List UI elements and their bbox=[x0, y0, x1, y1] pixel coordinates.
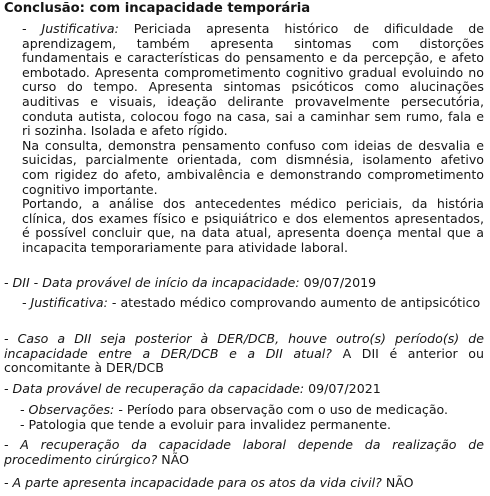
dii-justification-text: - atestado médico comprovando aumento de antipsicótico bbox=[111, 295, 481, 310]
observations bbox=[20, 403, 484, 418]
dii-posterior-answer: A DII é anterior ou concomitante à DER/DCB bbox=[4, 345, 484, 376]
dii-posterior-block bbox=[4, 332, 484, 376]
observations-block bbox=[20, 403, 484, 432]
dii-justification-label: - Justificativa: bbox=[22, 295, 108, 310]
civil-line bbox=[4, 476, 414, 491]
dii-justification-block bbox=[22, 296, 484, 311]
pathology-tendency: - Patologia que tende a evoluir para invalidez permanente. bbox=[20, 416, 391, 432]
surgical bbox=[4, 438, 484, 467]
justification-paragraph-3: Portando, a análise dos antecedentes médico periciais, da história clínica, dos exames físico e psiquiátrico e dos elementos apresentados, é possível concluir que, na data atual, apresenta doença mental que a incapacita temporariamente para atividade laboral. bbox=[22, 196, 484, 255]
dii-justification bbox=[22, 296, 484, 311]
dii-label: - DII - Data provável de início da incapacidade: bbox=[4, 275, 300, 290]
section-heading: Conclusão: com incapacidade temporária bbox=[4, 1, 311, 16]
surgical-block bbox=[4, 438, 484, 467]
dii-value: 09/07/2019 bbox=[303, 275, 377, 290]
surgical-question: - A recuperação da capacidade laboral depende da realização de procedimento cirúrgico? bbox=[4, 437, 484, 467]
dii-line bbox=[4, 276, 376, 291]
dii-posterior bbox=[4, 332, 484, 376]
surgical-answer: NÃO bbox=[161, 451, 190, 467]
justification-paragraph-2: Na consulta, demonstra pensamento confuso com ideias de desvalia e suicidas, parcialmente orientada, com dismnésia, isolamento afetivo com rigidez do afeto, ambivalência e demonstrando comprometimento cognitivo importante. bbox=[22, 137, 484, 197]
recovery-line bbox=[4, 382, 381, 397]
justification-text-1: Periciada apresenta histórico de dificuldade de aprendizagem, também apresenta sintomas com distorções fundamentais e características do pensamento e da percepção, e afeto embotado. Apresenta comprometimento cognitivo gradual evoluindo no curso do tempo. Apresenta sintomas psicóticos como alucinações auditivas e visuais, ideação delirante provavelmente persecutória, conduta autista, colocou fogo na casa, sai a caminhar sem rumo, fala e ri sozinha. Isolada e afeto rígido. bbox=[22, 21, 484, 139]
justification-label: - Justificativa: bbox=[22, 21, 119, 36]
observations-label: - Observações: bbox=[20, 402, 115, 417]
justification-block bbox=[22, 22, 484, 256]
civil-question: - A parte apresenta incapacidade para os atos da vida civil? bbox=[4, 475, 382, 490]
recovery-label: - Data provável de recuperação da capacidade: bbox=[4, 381, 305, 396]
civil-answer: NÃO bbox=[385, 475, 414, 490]
observations-text: - Período para observação com o uso de medicação. bbox=[118, 402, 449, 417]
justification-paragraph-1 bbox=[22, 22, 484, 139]
recovery-value: 09/07/2021 bbox=[308, 381, 381, 396]
dii-posterior-question: - Caso a DII seja posterior à DER/DCB, houve outro(s) período(s) de incapacidade entre a DER/DCB e a DII atual? bbox=[4, 331, 484, 361]
